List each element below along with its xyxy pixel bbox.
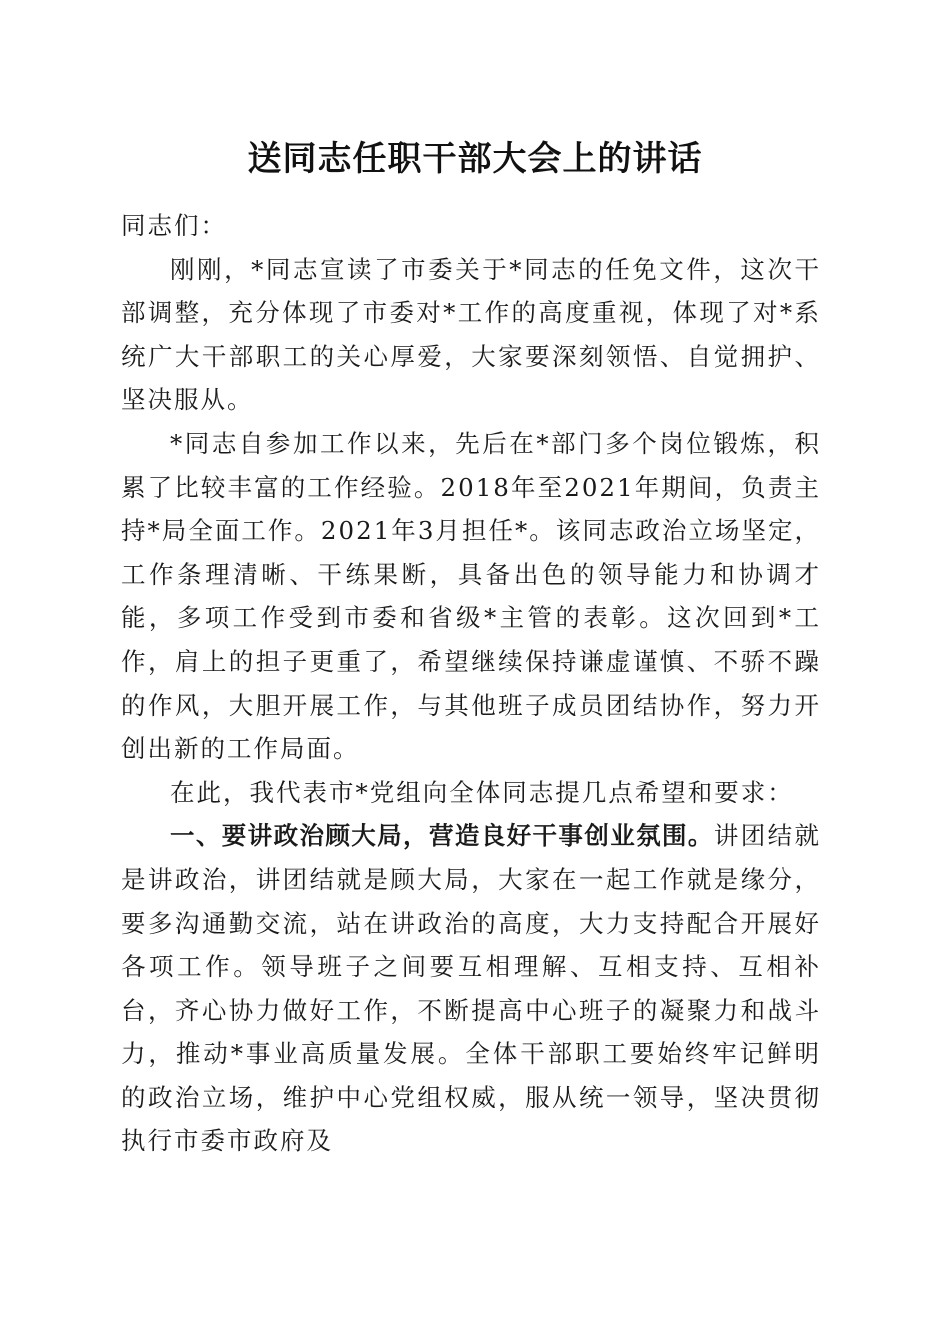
paragraph-intro-requirements [121, 771, 821, 815]
paragraph-text: 讲团结就是讲政治，讲团结就是顾大局，大家在一起工作就是缘分，要多沟通勤交流，站在讲政治的高度，大力支持配合开展好各项工作。领导班子之间要互相理解、互相支持、互相补台，齐心协力做好工作，不断提高中心班子的凝聚力和战斗力，推动*事业高质量发展。全体干部职工要始终牢记鲜明的政治立场，维护中心党组权威，服从统一领导，坚决贯彻执行市委市政府及 [121, 821, 821, 1156]
paragraph-requirement-one [121, 814, 821, 1163]
paragraph-text: *同志自参加工作以来，先后在*部门多个岗位锻炼，积累了比较丰富的工作经验。2018年至2021年期间，负责主持*局全面工作。2021年3月担任*。该同志政治立场坚定，工作条理清晰、干练果断，具备出色的领导能力和协调才能，多项工作受到市委和省级*主管的表彰。这次回到*工作，肩上的担子更重了，希望继续保持谦虚谨慎、不骄不躁的作风，大胆开展工作，与其他班子成员团结协作，努力开创出新的工作局面。 [121, 428, 821, 764]
document-title: 送同志任职干部大会上的讲话 [247, 139, 703, 179]
document-body [121, 204, 821, 1163]
requirement-heading: 一、要讲政治顾大局，营造良好干事创业氛围。 [170, 821, 714, 851]
paragraph-background [121, 422, 821, 771]
salutation: 同志们： [121, 211, 227, 240]
paragraph-text: 刚刚，*同志宣读了市委关于*同志的任免文件，这次干部调整，充分体现了市委对*工作的高度重视，体现了对*系统广大干部职工的关心厚爱，大家要深刻领悟、自觉拥护、坚决服从。 [121, 254, 821, 415]
paragraph-text: 在此，我代表市*党组向全体同志提几点希望和要求： [170, 777, 794, 807]
paragraph-appointment [121, 248, 821, 422]
